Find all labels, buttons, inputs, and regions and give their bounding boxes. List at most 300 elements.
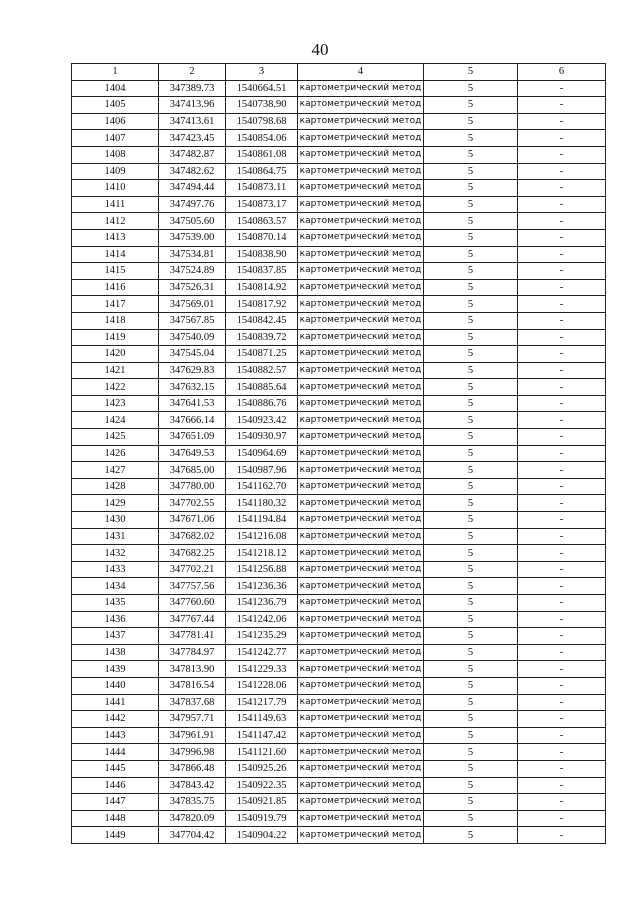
y-coordinate-cell: 1540842.45: [226, 312, 298, 329]
note-cell: -: [518, 312, 606, 329]
point-number-cell: 1440: [72, 677, 159, 694]
point-number-cell: 1414: [72, 246, 159, 263]
y-coordinate-cell: 1541216.08: [226, 528, 298, 545]
x-coordinate-cell: 347666.14: [159, 412, 226, 429]
note-cell: -: [518, 595, 606, 612]
point-number-cell: 1433: [72, 561, 159, 578]
point-number-cell: 1435: [72, 595, 159, 612]
y-coordinate-cell: 1540885.64: [226, 379, 298, 396]
note-cell: -: [518, 495, 606, 512]
accuracy-cell: 5: [424, 130, 518, 147]
point-number-cell: 1419: [72, 329, 159, 346]
accuracy-cell: 5: [424, 512, 518, 529]
note-cell: -: [518, 611, 606, 628]
y-coordinate-cell: 1541147.42: [226, 727, 298, 744]
note-cell: -: [518, 644, 606, 661]
y-coordinate-cell: 1541236.36: [226, 578, 298, 595]
note-cell: -: [518, 760, 606, 777]
accuracy-cell: 5: [424, 462, 518, 479]
table-row: [72, 595, 606, 612]
table-row: [72, 810, 606, 827]
accuracy-cell: 5: [424, 163, 518, 180]
accuracy-cell: 5: [424, 677, 518, 694]
method-cell: картометрический метод: [298, 777, 424, 794]
method-cell: картометрический метод: [298, 810, 424, 827]
method-cell: картометрический метод: [298, 80, 424, 97]
x-coordinate-cell: 347835.75: [159, 794, 226, 811]
point-number-cell: 1410: [72, 180, 159, 197]
header-row: [72, 64, 606, 81]
y-coordinate-cell: 1541242.77: [226, 644, 298, 661]
method-cell: картометрический метод: [298, 312, 424, 329]
point-number-cell: 1418: [72, 312, 159, 329]
accuracy-cell: 5: [424, 694, 518, 711]
accuracy-cell: 5: [424, 180, 518, 197]
x-coordinate-cell: 347494.44: [159, 180, 226, 197]
accuracy-cell: 5: [424, 578, 518, 595]
point-number-cell: 1438: [72, 644, 159, 661]
point-number-cell: 1426: [72, 445, 159, 462]
y-coordinate-cell: 1540814.92: [226, 279, 298, 296]
method-cell: картометрический метод: [298, 528, 424, 545]
note-cell: -: [518, 628, 606, 645]
note-cell: -: [518, 146, 606, 163]
table-row: [72, 279, 606, 296]
point-number-cell: 1430: [72, 512, 159, 529]
method-cell: картометрический метод: [298, 329, 424, 346]
y-coordinate-cell: 1540837.85: [226, 263, 298, 280]
method-cell: картометрический метод: [298, 163, 424, 180]
point-number-cell: 1439: [72, 661, 159, 678]
method-cell: картометрический метод: [298, 296, 424, 313]
y-coordinate-cell: 1541194.84: [226, 512, 298, 529]
note-cell: -: [518, 97, 606, 114]
y-coordinate-cell: 1540738.90: [226, 97, 298, 114]
y-coordinate-cell: 1541218.12: [226, 545, 298, 562]
table-row: [72, 744, 606, 761]
y-coordinate-cell: 1540930.97: [226, 429, 298, 446]
x-coordinate-cell: 347524.89: [159, 263, 226, 280]
method-cell: картометрический метод: [298, 644, 424, 661]
x-coordinate-cell: 347539.00: [159, 229, 226, 246]
note-cell: -: [518, 263, 606, 280]
table-body: [72, 64, 606, 844]
method-cell: картометрический метод: [298, 362, 424, 379]
y-coordinate-cell: 1541180.32: [226, 495, 298, 512]
x-coordinate-cell: 347780.00: [159, 478, 226, 495]
method-cell: картометрический метод: [298, 146, 424, 163]
note-cell: -: [518, 130, 606, 147]
y-coordinate-cell: 1541242.06: [226, 611, 298, 628]
table-row: [72, 545, 606, 562]
page-number: 40: [311, 40, 329, 59]
method-cell: картометрический метод: [298, 794, 424, 811]
x-coordinate-cell: 347996.98: [159, 744, 226, 761]
x-coordinate-cell: 347534.81: [159, 246, 226, 263]
accuracy-cell: 5: [424, 279, 518, 296]
method-cell: картометрический метод: [298, 578, 424, 595]
accuracy-cell: 5: [424, 395, 518, 412]
table-row: [72, 213, 606, 230]
point-number-cell: 1411: [72, 196, 159, 213]
point-number-cell: 1407: [72, 130, 159, 147]
y-coordinate-cell: 1540817.92: [226, 296, 298, 313]
coordinates-table: [71, 63, 606, 844]
column-header: 4: [298, 64, 424, 81]
table-row: [72, 512, 606, 529]
table-row: [72, 329, 606, 346]
y-coordinate-cell: 1540873.11: [226, 180, 298, 197]
accuracy-cell: 5: [424, 727, 518, 744]
column-header: 2: [159, 64, 226, 81]
y-coordinate-cell: 1540964.69: [226, 445, 298, 462]
accuracy-cell: 5: [424, 495, 518, 512]
y-coordinate-cell: 1540922.35: [226, 777, 298, 794]
accuracy-cell: 5: [424, 379, 518, 396]
x-coordinate-cell: 347629.83: [159, 362, 226, 379]
accuracy-cell: 5: [424, 777, 518, 794]
table-row: [72, 495, 606, 512]
accuracy-cell: 5: [424, 545, 518, 562]
note-cell: -: [518, 578, 606, 595]
y-coordinate-cell: 1540839.72: [226, 329, 298, 346]
point-number-cell: 1422: [72, 379, 159, 396]
note-cell: -: [518, 677, 606, 694]
point-number-cell: 1431: [72, 528, 159, 545]
point-number-cell: 1412: [72, 213, 159, 230]
table-row: [72, 80, 606, 97]
x-coordinate-cell: 347540.09: [159, 329, 226, 346]
table-row: [72, 611, 606, 628]
method-cell: картометрический метод: [298, 229, 424, 246]
method-cell: картометрический метод: [298, 213, 424, 230]
point-number-cell: 1436: [72, 611, 159, 628]
table-row: [72, 379, 606, 396]
note-cell: -: [518, 412, 606, 429]
note-cell: -: [518, 346, 606, 363]
x-coordinate-cell: 347813.90: [159, 661, 226, 678]
x-coordinate-cell: 347649.53: [159, 445, 226, 462]
point-number-cell: 1416: [72, 279, 159, 296]
table-row: [72, 827, 606, 844]
accuracy-cell: 5: [424, 362, 518, 379]
point-number-cell: 1417: [72, 296, 159, 313]
accuracy-cell: 5: [424, 246, 518, 263]
point-number-cell: 1423: [72, 395, 159, 412]
y-coordinate-cell: 1540873.17: [226, 196, 298, 213]
accuracy-cell: 5: [424, 196, 518, 213]
x-coordinate-cell: 347413.61: [159, 113, 226, 130]
point-number-cell: 1429: [72, 495, 159, 512]
accuracy-cell: 5: [424, 628, 518, 645]
method-cell: картометрический метод: [298, 545, 424, 562]
accuracy-cell: 5: [424, 744, 518, 761]
x-coordinate-cell: 347569.01: [159, 296, 226, 313]
note-cell: -: [518, 379, 606, 396]
x-coordinate-cell: 347767.44: [159, 611, 226, 628]
point-number-cell: 1409: [72, 163, 159, 180]
accuracy-cell: 5: [424, 346, 518, 363]
method-cell: картометрический метод: [298, 827, 424, 844]
y-coordinate-cell: 1541217.79: [226, 694, 298, 711]
y-coordinate-cell: 1540925.26: [226, 760, 298, 777]
y-coordinate-cell: 1540871.25: [226, 346, 298, 363]
x-coordinate-cell: 347526.31: [159, 279, 226, 296]
method-cell: картометрический метод: [298, 760, 424, 777]
point-number-cell: 1415: [72, 263, 159, 280]
method-cell: картометрический метод: [298, 711, 424, 728]
accuracy-cell: 5: [424, 661, 518, 678]
accuracy-cell: 5: [424, 429, 518, 446]
table-row: [72, 578, 606, 595]
method-cell: картометрический метод: [298, 180, 424, 197]
table-row: [72, 296, 606, 313]
method-cell: картометрический метод: [298, 727, 424, 744]
x-coordinate-cell: 347702.55: [159, 495, 226, 512]
note-cell: -: [518, 661, 606, 678]
table-row: [72, 462, 606, 479]
method-cell: картометрический метод: [298, 429, 424, 446]
method-cell: картометрический метод: [298, 744, 424, 761]
table-row: [72, 263, 606, 280]
table-row: [72, 777, 606, 794]
note-cell: -: [518, 113, 606, 130]
table-row: [72, 429, 606, 446]
x-coordinate-cell: 347961.91: [159, 727, 226, 744]
y-coordinate-cell: 1540870.14: [226, 229, 298, 246]
note-cell: -: [518, 694, 606, 711]
method-cell: картометрический метод: [298, 595, 424, 612]
table-row: [72, 628, 606, 645]
column-header: 5: [424, 64, 518, 81]
y-coordinate-cell: 1541149.63: [226, 711, 298, 728]
table-row: [72, 163, 606, 180]
y-coordinate-cell: 1540664.51: [226, 80, 298, 97]
note-cell: -: [518, 196, 606, 213]
accuracy-cell: 5: [424, 263, 518, 280]
accuracy-cell: 5: [424, 711, 518, 728]
accuracy-cell: 5: [424, 412, 518, 429]
x-coordinate-cell: 347423.45: [159, 130, 226, 147]
point-number-cell: 1405: [72, 97, 159, 114]
y-coordinate-cell: 1540864.75: [226, 163, 298, 180]
y-coordinate-cell: 1540919.79: [226, 810, 298, 827]
y-coordinate-cell: 1540838.90: [226, 246, 298, 263]
table-row: [72, 561, 606, 578]
accuracy-cell: 5: [424, 113, 518, 130]
y-coordinate-cell: 1540854.06: [226, 130, 298, 147]
note-cell: -: [518, 329, 606, 346]
accuracy-cell: 5: [424, 229, 518, 246]
y-coordinate-cell: 1540923.42: [226, 412, 298, 429]
table-row: [72, 644, 606, 661]
x-coordinate-cell: 347505.60: [159, 213, 226, 230]
note-cell: -: [518, 711, 606, 728]
x-coordinate-cell: 347837.68: [159, 694, 226, 711]
accuracy-cell: 5: [424, 445, 518, 462]
accuracy-cell: 5: [424, 561, 518, 578]
accuracy-cell: 5: [424, 146, 518, 163]
x-coordinate-cell: 347784.97: [159, 644, 226, 661]
accuracy-cell: 5: [424, 528, 518, 545]
x-coordinate-cell: 347497.76: [159, 196, 226, 213]
table-row: [72, 229, 606, 246]
column-header: 3: [226, 64, 298, 81]
table-row: [72, 661, 606, 678]
point-number-cell: 1434: [72, 578, 159, 595]
accuracy-cell: 5: [424, 97, 518, 114]
table-row: [72, 478, 606, 495]
point-number-cell: 1427: [72, 462, 159, 479]
accuracy-cell: 5: [424, 611, 518, 628]
x-coordinate-cell: 347641.53: [159, 395, 226, 412]
point-number-cell: 1408: [72, 146, 159, 163]
x-coordinate-cell: 347482.87: [159, 146, 226, 163]
y-coordinate-cell: 1540863.57: [226, 213, 298, 230]
table-row: [72, 445, 606, 462]
table-row: [72, 146, 606, 163]
method-cell: картометрический метод: [298, 246, 424, 263]
x-coordinate-cell: 347757.56: [159, 578, 226, 595]
note-cell: -: [518, 528, 606, 545]
y-coordinate-cell: 1541229.33: [226, 661, 298, 678]
method-cell: картометрический метод: [298, 113, 424, 130]
table-row: [72, 196, 606, 213]
note-cell: -: [518, 296, 606, 313]
y-coordinate-cell: 1541235.29: [226, 628, 298, 645]
method-cell: картометрический метод: [298, 628, 424, 645]
method-cell: картометрический метод: [298, 412, 424, 429]
accuracy-cell: 5: [424, 810, 518, 827]
note-cell: -: [518, 462, 606, 479]
x-coordinate-cell: 347651.09: [159, 429, 226, 446]
method-cell: картометрический метод: [298, 694, 424, 711]
point-number-cell: 1437: [72, 628, 159, 645]
y-coordinate-cell: 1540904.22: [226, 827, 298, 844]
table-row: [72, 711, 606, 728]
method-cell: картометрический метод: [298, 677, 424, 694]
method-cell: картометрический метод: [298, 561, 424, 578]
point-number-cell: 1448: [72, 810, 159, 827]
note-cell: -: [518, 429, 606, 446]
note-cell: -: [518, 777, 606, 794]
table-row: [72, 528, 606, 545]
note-cell: -: [518, 512, 606, 529]
y-coordinate-cell: 1541162.70: [226, 478, 298, 495]
table-row: [72, 130, 606, 147]
y-coordinate-cell: 1540921.85: [226, 794, 298, 811]
note-cell: -: [518, 478, 606, 495]
x-coordinate-cell: 347482.62: [159, 163, 226, 180]
accuracy-cell: 5: [424, 595, 518, 612]
x-coordinate-cell: 347781.41: [159, 628, 226, 645]
x-coordinate-cell: 347389.73: [159, 80, 226, 97]
point-number-cell: 1432: [72, 545, 159, 562]
x-coordinate-cell: 347413.96: [159, 97, 226, 114]
method-cell: картометрический метод: [298, 379, 424, 396]
table-row: [72, 246, 606, 263]
column-header: 1: [72, 64, 159, 81]
table-row: [72, 346, 606, 363]
note-cell: -: [518, 180, 606, 197]
note-cell: -: [518, 362, 606, 379]
y-coordinate-cell: 1540861.08: [226, 146, 298, 163]
method-cell: картометрический метод: [298, 395, 424, 412]
point-number-cell: 1404: [72, 80, 159, 97]
point-number-cell: 1424: [72, 412, 159, 429]
y-coordinate-cell: 1541228.06: [226, 677, 298, 694]
accuracy-cell: 5: [424, 794, 518, 811]
note-cell: -: [518, 794, 606, 811]
x-coordinate-cell: 347866.48: [159, 760, 226, 777]
table-row: [72, 180, 606, 197]
x-coordinate-cell: 347843.42: [159, 777, 226, 794]
method-cell: картометрический метод: [298, 478, 424, 495]
point-number-cell: 1447: [72, 794, 159, 811]
accuracy-cell: 5: [424, 213, 518, 230]
y-coordinate-cell: 1541236.79: [226, 595, 298, 612]
x-coordinate-cell: 347704.42: [159, 827, 226, 844]
x-coordinate-cell: 347682.25: [159, 545, 226, 562]
accuracy-cell: 5: [424, 644, 518, 661]
y-coordinate-cell: 1540987.96: [226, 462, 298, 479]
point-number-cell: 1445: [72, 760, 159, 777]
table-row: [72, 677, 606, 694]
method-cell: картометрический метод: [298, 611, 424, 628]
note-cell: -: [518, 445, 606, 462]
note-cell: -: [518, 279, 606, 296]
method-cell: картометрический метод: [298, 495, 424, 512]
x-coordinate-cell: 347671.06: [159, 512, 226, 529]
note-cell: -: [518, 229, 606, 246]
note-cell: -: [518, 80, 606, 97]
y-coordinate-cell: 1541256.88: [226, 561, 298, 578]
table-row: [72, 395, 606, 412]
note-cell: -: [518, 246, 606, 263]
method-cell: картометрический метод: [298, 512, 424, 529]
table-row: [72, 794, 606, 811]
x-coordinate-cell: 347685.00: [159, 462, 226, 479]
method-cell: картометрический метод: [298, 263, 424, 280]
table-row: [72, 312, 606, 329]
note-cell: -: [518, 827, 606, 844]
point-number-cell: 1443: [72, 727, 159, 744]
y-coordinate-cell: 1540886.76: [226, 395, 298, 412]
method-cell: картометрический метод: [298, 279, 424, 296]
accuracy-cell: 5: [424, 760, 518, 777]
note-cell: -: [518, 727, 606, 744]
column-header: 6: [518, 64, 606, 81]
point-number-cell: 1441: [72, 694, 159, 711]
table-row: [72, 113, 606, 130]
point-number-cell: 1449: [72, 827, 159, 844]
method-cell: картометрический метод: [298, 462, 424, 479]
note-cell: -: [518, 561, 606, 578]
note-cell: -: [518, 395, 606, 412]
method-cell: картометрический метод: [298, 445, 424, 462]
accuracy-cell: 5: [424, 312, 518, 329]
table-row: [72, 362, 606, 379]
accuracy-cell: 5: [424, 478, 518, 495]
accuracy-cell: 5: [424, 296, 518, 313]
note-cell: -: [518, 213, 606, 230]
note-cell: -: [518, 744, 606, 761]
method-cell: картометрический метод: [298, 661, 424, 678]
note-cell: -: [518, 545, 606, 562]
method-cell: картометрический метод: [298, 196, 424, 213]
x-coordinate-cell: 347957.71: [159, 711, 226, 728]
point-number-cell: 1425: [72, 429, 159, 446]
